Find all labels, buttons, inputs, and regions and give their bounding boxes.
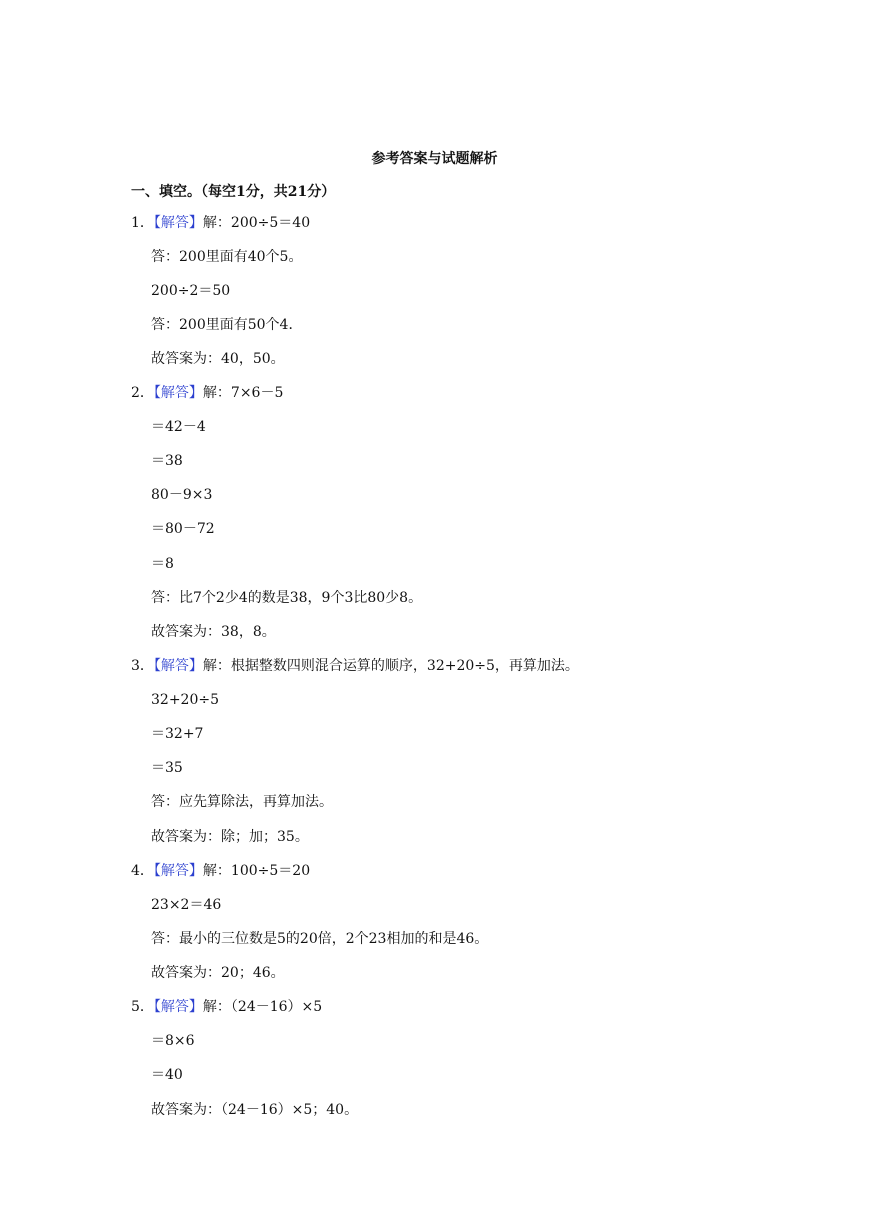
problem-number: 4． [131,863,154,879]
problem-4-header [131,862,310,880]
answer-line: 故答案为：20；46。 [151,965,285,981]
answer-line: 答：200里面有40个5。 [151,249,303,265]
answer-line: 80－9×3 [151,487,213,503]
answer-tag: 【解答】 [153,215,203,231]
answer-line: 故答案为：38，8。 [151,624,276,640]
problem-2-header [131,384,283,402]
answer-line: 答：应先算除法，再算加法。 [151,794,333,810]
answer-line: 答：比7个2少4的数是38，9个3比80少8。 [151,590,423,606]
problem-number: 1． [131,215,154,231]
answer-line: 答：200里面有50个4． [151,317,303,333]
problem-intro: 解：（24－16）×5 [202,999,323,1015]
answer-tag: 【解答】 [153,658,203,674]
answer-line: 32+20÷5 [151,692,219,708]
problem-intro: 解：200÷5＝40 [202,215,311,231]
answer-line: ＝8 [151,556,174,572]
answer-line: ＝38 [151,453,183,469]
answer-line: ＝8×6 [151,1033,195,1049]
answer-line: 答：最小的三位数是5的20倍，2个23相加的和是46。 [151,931,489,947]
answer-line: ＝80－72 [151,521,215,537]
answer-line: ＝35 [151,760,183,776]
answer-line: 故答案为：除；加；35。 [151,829,309,845]
answer-line: 200÷2＝50 [151,283,231,299]
page-title: 参考答案与试题解析 [371,151,498,167]
answer-line: 23×2＝46 [151,897,222,913]
problem-5-header [131,998,322,1016]
answer-tag: 【解答】 [153,385,203,401]
problem-intro: 解：7×6－5 [202,385,284,401]
answer-line: 故答案为：（24－16）×5；40。 [151,1102,359,1118]
section-title: 一、填空。（每空1分，共21分） [131,184,336,200]
problem-number: 2． [131,385,154,401]
problem-intro: 解：根据整数四则混合运算的顺序，32+20÷5，再算加法。 [202,658,579,674]
problem-number: 3． [131,658,154,674]
answer-line: ＝42－4 [151,419,206,435]
problem-3-header [131,657,579,675]
answer-line: ＝32+7 [151,726,204,742]
answer-line: ＝40 [151,1067,183,1083]
answer-tag: 【解答】 [153,999,203,1015]
answer-line: 故答案为：40，50。 [151,351,285,367]
problem-number: 5． [131,999,154,1015]
problem-intro: 解：100÷5＝20 [202,863,311,879]
answer-tag: 【解答】 [153,863,203,879]
problem-1-header [131,214,310,232]
